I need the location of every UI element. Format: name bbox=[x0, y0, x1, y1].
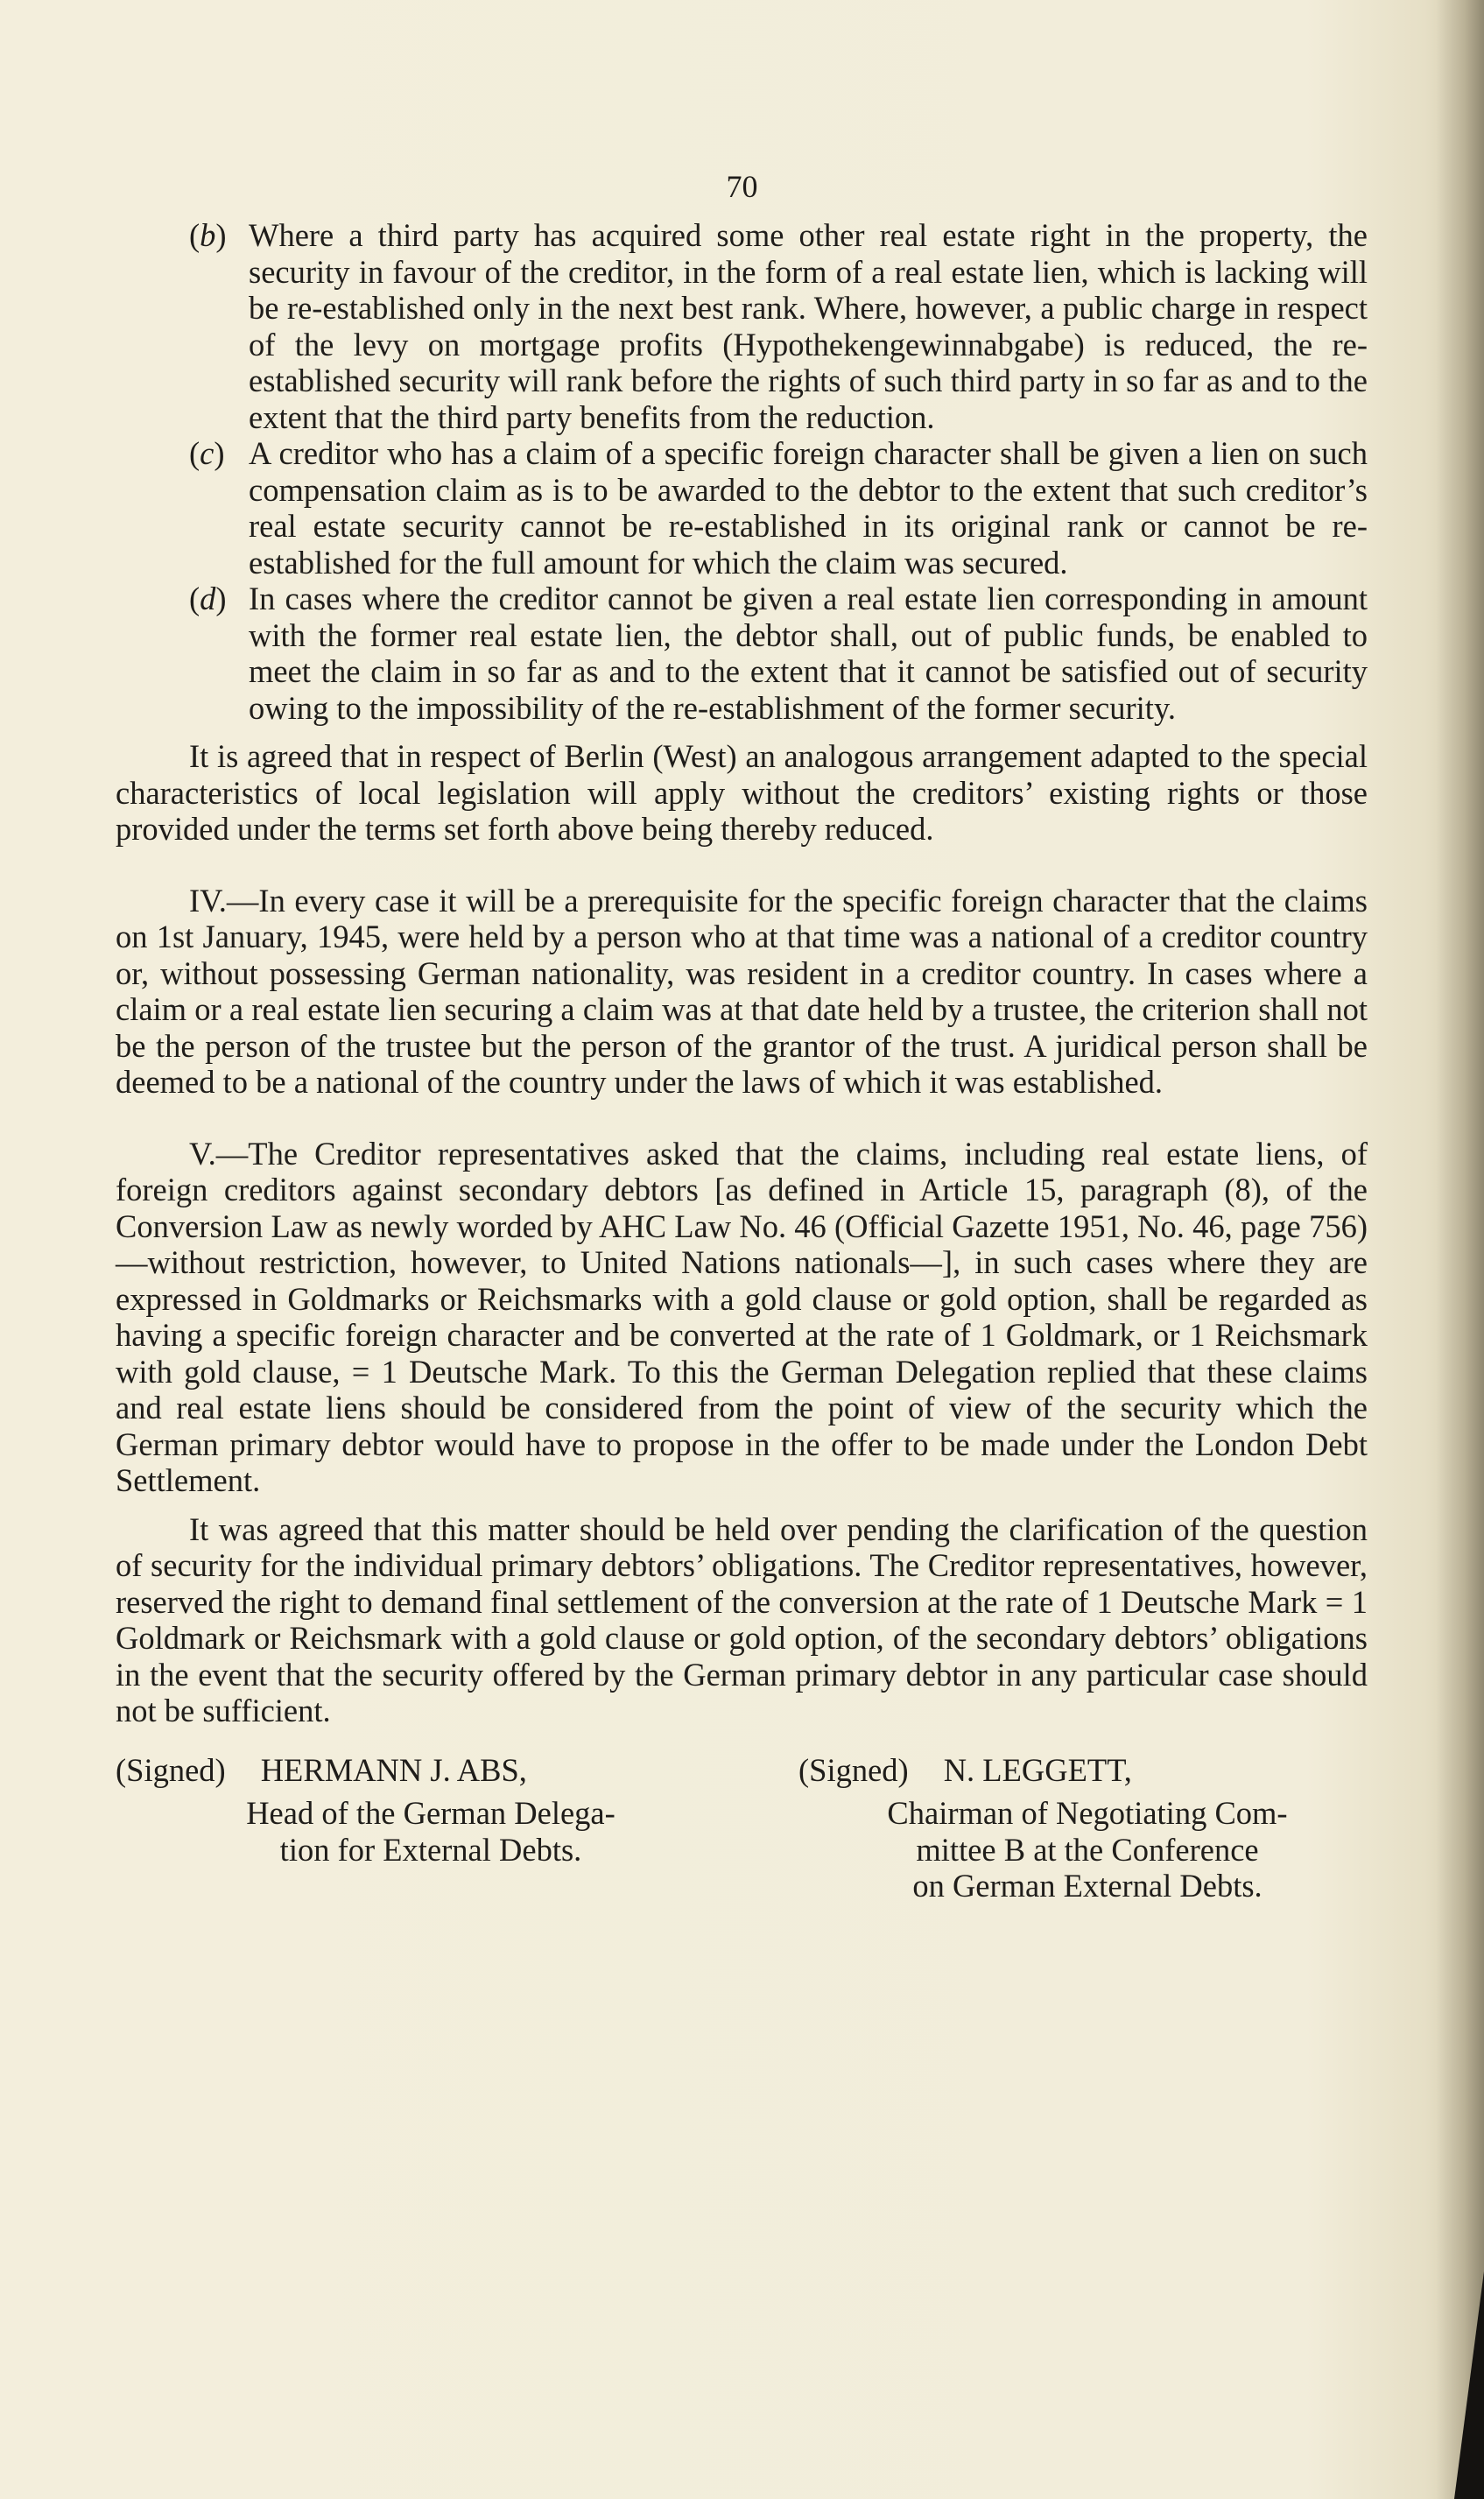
signed-label: (Signed) bbox=[116, 1751, 226, 1788]
list-item-d bbox=[116, 581, 1368, 726]
signatory-title-line: Chairman of Negotiating Com- bbox=[887, 1795, 1288, 1831]
signed-label: (Signed) bbox=[798, 1751, 909, 1788]
list-item-c bbox=[116, 435, 1368, 581]
signatory-title bbox=[798, 1795, 1359, 1904]
page-spine-shadow bbox=[1436, 0, 1484, 2499]
signatory-title-line: on German External Debts. bbox=[912, 1868, 1262, 1904]
item-text: Where a third party has acquired some other real estate right in the property, the security in favour of the creditor, in the form of a real estate lien, which is lacking will be re-established only in the next best rank. Where, however, a public charge in respect of the levy on mortgage profits (Hypothekengewinnabgabe) is reduced, the re-established security will rank before the rights of such third party in so far as and to the extent that the third party benefits from the reduction. bbox=[249, 217, 1368, 435]
page-corner-tab bbox=[1454, 2271, 1484, 2499]
item-marker: (c) bbox=[189, 435, 225, 471]
paragraph-v: V.—The Creditor representatives asked that the claims, including real estate liens, of foreign creditors against secondary debtors [as defined in Article 15, paragraph (8), of the Conversion Law as newly worded by AHC Law No. 46 (Official Gazette 1951, No. 46, page 756)—without restriction, however, to United Nations nationals—], in such cases where they are expressed in Goldmarks or Reichsmarks with a gold clause or gold option, shall be regarded as having a specific foreign character and be converted at the rate of 1 Goldmark, or 1 Reichsmark with gold clause, = 1 Deutsche Mark. To this the German Delegation replied that these claims and real estate liens should be considered from the point of view of the security which the German primary debtor would have to propose in the offer to be made under the London Debt Settlement. bbox=[116, 1135, 1368, 1498]
paragraph-iv: IV.—In every case it will be a prerequisite for the specific foreign character that the claims on 1st January, 1945, were held by a person who at that time was a national of a creditor country or, without possessing German nationality, was resident in a creditor country. In cases where a claim or a real estate lien securing a claim was at that date held by a trustee, the criterion shall not be the person of the trustee but the person of the grantor of the trust. A juridical person shall be deemed to be a national of the country under the laws of which it was established. bbox=[116, 882, 1368, 1100]
item-text: In cases where the creditor cannot be given a real estate lien corresponding in amount with the former real estate lien, the debtor shall, out of public funds, be enabled to meet the claim in so far as and to the extent that it cannot be satisfied out of security owing to the impossibility of the re-establishment of the former security. bbox=[249, 581, 1368, 726]
signature-abs bbox=[116, 1752, 693, 1904]
signatory-name: N. LEGGETT, bbox=[943, 1751, 1132, 1788]
document-body bbox=[116, 217, 1368, 1904]
signatory-title-line: tion for External Debts. bbox=[279, 1831, 582, 1868]
signature-leggett bbox=[798, 1752, 1359, 1904]
signatory-title-line: Head of the German Delega- bbox=[246, 1795, 615, 1831]
item-marker: (b) bbox=[189, 217, 227, 253]
paragraph-agreed: It was agreed that this matter should be held over pending the clarification of the question of security for the individual primary debtors’ obligations. The Creditor representatives, however, reserved the right to demand final settlement of the conversion at the rate of 1 Deutsche Mark = 1 Goldmark or Reichsmark with a gold clause or gold option, of the secondary debtors’ obligations in the event that the security offered by the German primary debtor in any particular case should not be sufficient. bbox=[116, 1510, 1368, 1728]
list-item-b bbox=[116, 217, 1368, 435]
signatory-name: HERMANN J. ABS, bbox=[260, 1751, 527, 1788]
item-text: A creditor who has a claim of a specific foreign character shall be given a lien on such compensation claim as is to be awarded to the debtor to the extent that such creditor’s real estate security cannot be re-established in its original rank or cannot be re-established for the full amount for which the claim was secured. bbox=[249, 435, 1368, 581]
paragraph-berlin: It is agreed that in respect of Berlin (West) an analogous arrangement adapted to the special characteristics of local legislation will apply without the creditors’ existing rights or those provided under the terms set forth above being thereby reduced. bbox=[116, 738, 1368, 847]
signature-block bbox=[116, 1752, 1368, 1904]
item-marker: (d) bbox=[189, 581, 227, 616]
signatory-title bbox=[116, 1795, 693, 1868]
page-number: 70 bbox=[726, 169, 758, 204]
signatory-title-line: mittee B at the Conference bbox=[916, 1831, 1259, 1868]
